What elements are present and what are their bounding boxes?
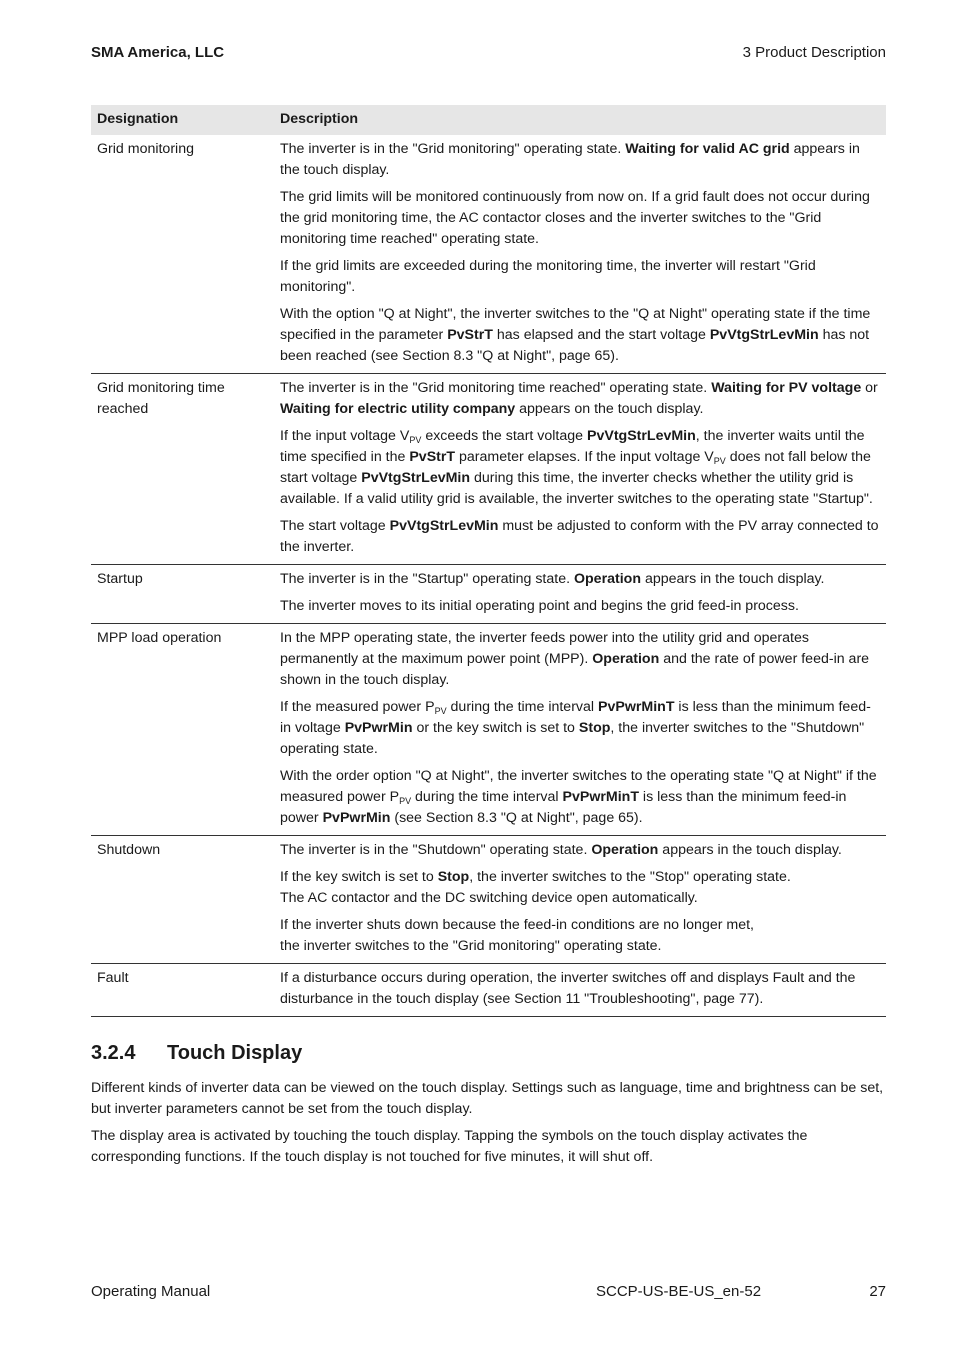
footer-page-number: 27 — [869, 1283, 886, 1300]
footer-manual-title: Operating Manual — [91, 1283, 211, 1300]
description-paragraph: With the option "Q at Night", the inverter switches to the "Q at Night" operating state if the time specified in the parameter PvStrT has elapsed and the start voltage PvVtgStrLevMin has not been reached (see Section 8.3 "Q at Night", page 65). — [280, 306, 871, 364]
description-paragraph: If the measured power $P_{PV}$ during the time interval PvPwrMinT is less than the minimum feed-in voltage PvPwrMin or the key switch is set to Stop, the inverter switches to the "Shutdown" operating state. — [280, 699, 871, 757]
description-paragraph: The inverter is in the "Grid monitoring time reached" operating state. Waiting for PV voltage or Waiting for electric utility company appears on the touch display. — [280, 380, 878, 417]
description-cell — [274, 624, 886, 836]
table-row — [91, 624, 886, 836]
description-paragraph: The inverter moves to its initial operating point and begins the grid feed-in process. — [280, 598, 799, 614]
description-cell — [274, 964, 886, 1017]
section-body — [91, 1078, 886, 1174]
table-row — [91, 836, 886, 964]
designation-cell: Grid monitoring time reached — [91, 374, 274, 565]
table-header-row — [91, 105, 886, 135]
description-paragraph: If the input voltage $V_{PV}$ exceeds the start voltage PvVtgStrLevMin, the inverter waits until the time specified in the PvStrT parameter elapses. If the input voltage $V_{PV}$ does not fall below the start voltage PvVtgStrLevMin during this time, the inverter checks whether the utility grid is available. If a valid utility grid is available, the inverter switches to the operating state "Startup". — [280, 428, 873, 507]
description-paragraph: The inverter is in the "Shutdown" operating state. Operation appears in the touch display. — [280, 842, 842, 858]
description-cell — [274, 836, 886, 964]
section-heading — [91, 1042, 302, 1065]
designation-cell: MPP load operation — [91, 624, 274, 836]
description-paragraph: If the grid limits are exceeded during the monitoring time, the inverter will restart "Grid monitoring". — [280, 258, 816, 295]
designation-header: Designation — [91, 105, 274, 135]
section-number: 3.2.4 — [91, 1042, 136, 1064]
description-paragraph: The inverter is in the "Startup" operating state. Operation appears in the touch display. — [280, 571, 825, 587]
designation-cell: Shutdown — [91, 836, 274, 964]
table-row — [91, 565, 886, 624]
description-paragraph: The inverter is in the "Grid monitoring" operating state. Waiting for valid AC grid appears in the touch display. — [280, 141, 860, 178]
description-paragraph: In the MPP operating state, the inverter feeds power into the utility grid and operates permanently at the maximum power point (MPP). Operation and the rate of power feed-in are shown in the touch display. — [280, 630, 870, 688]
body-paragraph: Different kinds of inverter data can be viewed on the touch display. Settings such as language, time and brightness can be set, but inverter parameters cannot be set from the touch display. — [91, 1080, 884, 1117]
description-cell — [274, 565, 886, 624]
description-cell — [274, 135, 886, 374]
section-title: Touch Display — [167, 1042, 303, 1064]
body-paragraph: The display area is activated by touching the touch display. Tapping the symbols on the touch display activates the corresponding functions. If the touch display is not touched for five minutes, it will shut off. — [91, 1128, 808, 1165]
table-row — [91, 374, 886, 565]
operating-states-table — [91, 105, 886, 1017]
description-paragraph: With the order option "Q at Night", the inverter switches to the operating state "Q at Night" if the measured power $P_{PV}$ during the time interval PvPwrMinT is less than the minimum feed-in power PvPwrMin (see Section 8.3 "Q at Night", page 65). — [280, 768, 877, 826]
designation-cell: Grid monitoring — [91, 135, 274, 374]
description-header: Description — [274, 105, 886, 135]
description-paragraph: The grid limits will be monitored continuously from now on. If a grid fault does not occur during the grid monitoring time, the AC contactor closes and the inverter switches to the "Grid monitoring time reached" operating state. — [280, 189, 870, 247]
description-paragraph: The start voltage PvVtgStrLevMin must be adjusted to conform with the PV array connected to the inverter. — [280, 518, 879, 555]
designation-cell: Fault — [91, 964, 274, 1017]
description-cell — [274, 374, 886, 565]
description-paragraph: If the inverter shuts down because the feed-in conditions are no longer met, the inverter switches to the "Grid monitoring" operating state. — [280, 917, 754, 954]
description-paragraph: If the key switch is set to Stop, the inverter switches to the "Stop" operating state. The AC contactor and the DC switching device open automatically. — [280, 869, 791, 906]
description-paragraph: If a disturbance occurs during operation, the inverter switches off and displays Fault and the disturbance in the touch display (see Section 11 "Troubleshooting", page 77). — [280, 970, 856, 1007]
page-header-section: 3 Product Description — [742, 44, 886, 61]
table-row — [91, 135, 886, 374]
page-header-company: SMA America, LLC — [91, 44, 225, 61]
footer-document-id: SCCP-US-BE-US_en-52 — [596, 1283, 762, 1300]
designation-cell: Startup — [91, 565, 274, 624]
table-row — [91, 964, 886, 1017]
